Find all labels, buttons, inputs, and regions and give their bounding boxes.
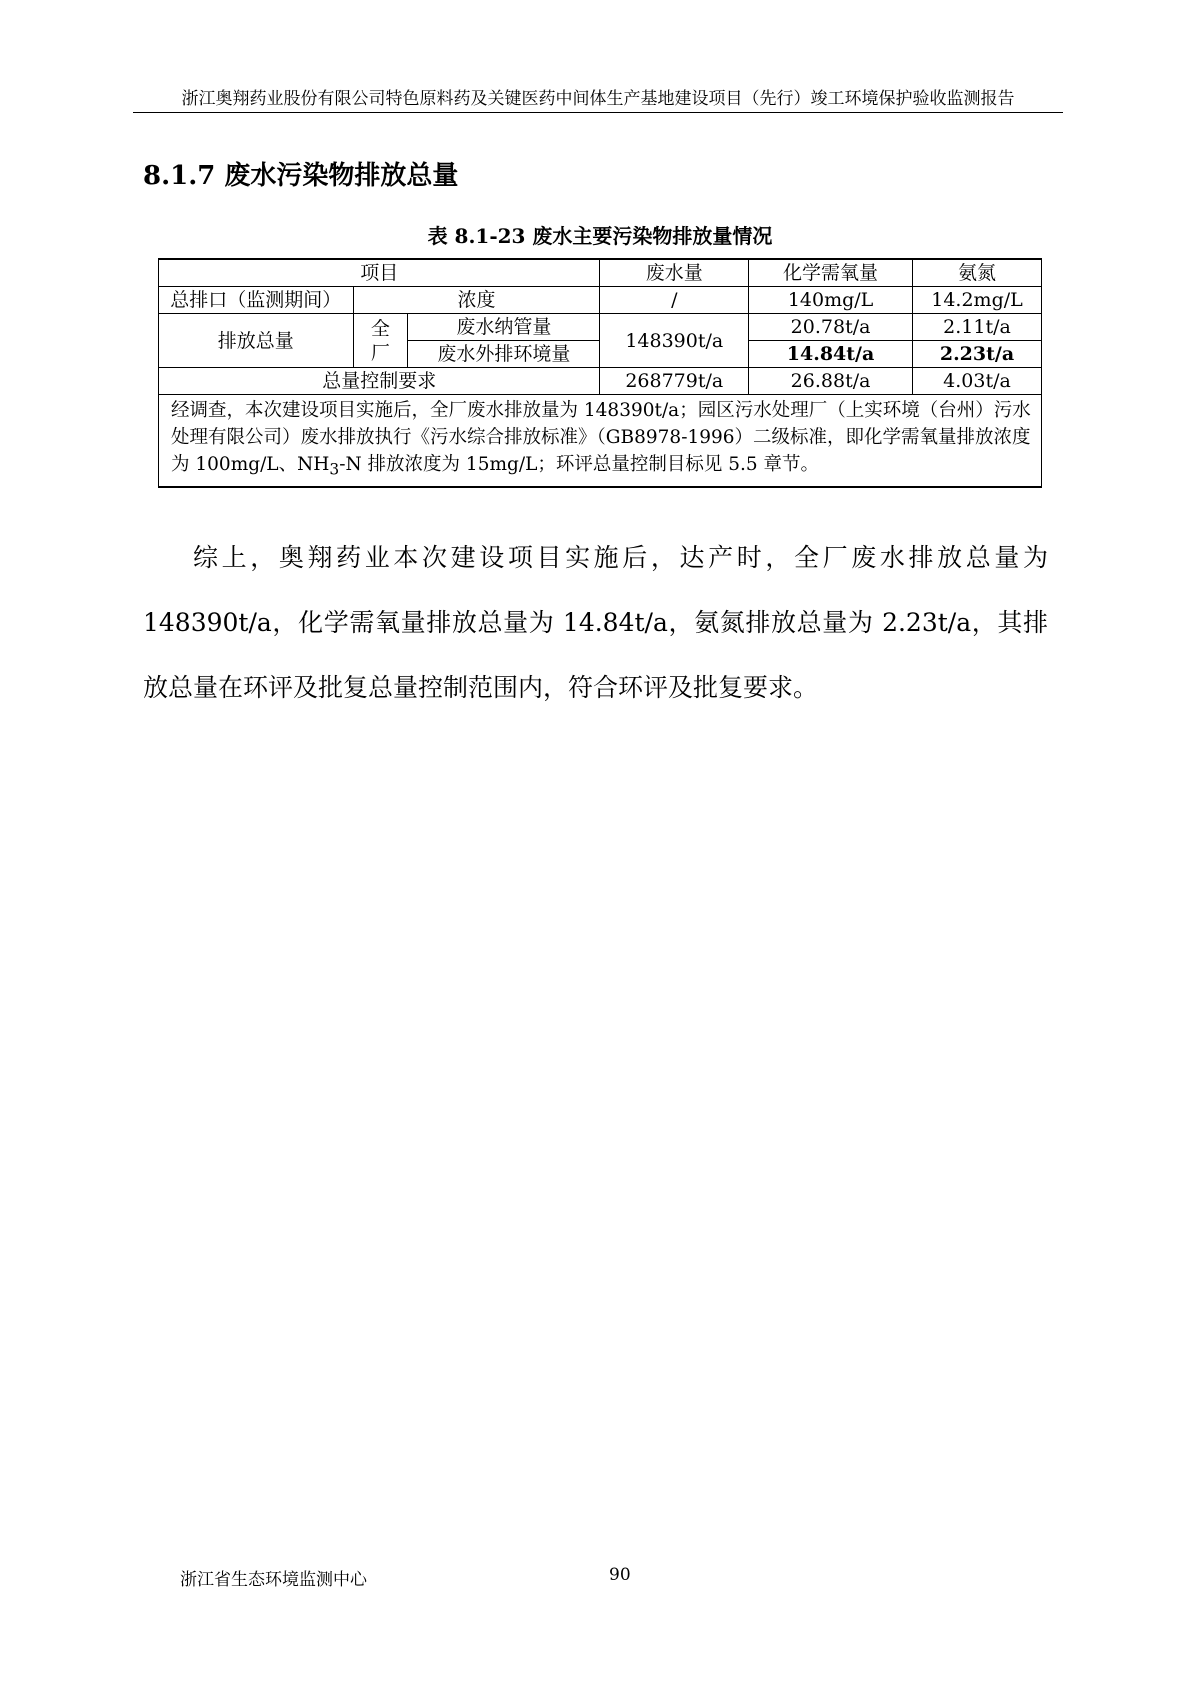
control-wastewater: 268779t/a: [600, 368, 749, 395]
report-header: 浙江奥翔药业股份有限公司特色原料药及关键医药中间体生产基地建设项目（先行）竣工环境保护验收监测报告: [181, 89, 1015, 109]
total-wastewater: 148390t/a: [600, 314, 749, 368]
total-label: 排放总量: [159, 314, 354, 368]
table-note-part2: -N 排放浓度为 15mg/L；环评总量控制目标见 5.5 章节。: [339, 454, 820, 475]
section-heading: 8.1.7 废水污染物排放总量: [143, 161, 459, 191]
total-ammonia-pipe: 2.11t/a: [913, 314, 1042, 341]
page-number: 90: [609, 1565, 631, 1585]
header-item: 项目: [159, 259, 600, 287]
header-wastewater: 废水量: [600, 259, 749, 287]
table-note-row: [159, 395, 1042, 487]
total-cod-env: 14.84t/a: [749, 341, 913, 368]
concentration-wastewater: /: [600, 287, 749, 314]
table-caption: 表 8.1-23 废水主要污染物排放量情况: [427, 224, 773, 248]
concentration-sublabel: 浓度: [353, 287, 600, 314]
table-row-total-pipe: [159, 314, 1042, 341]
table-header-row: [159, 259, 1042, 287]
total-scope-char-1: 全: [370, 317, 390, 340]
emission-table: [158, 258, 1042, 488]
control-ammonia: 4.03t/a: [913, 368, 1042, 395]
total-sub-pipe: 废水纳管量: [408, 314, 600, 341]
concentration-cod: 140mg/L: [749, 287, 913, 314]
footer-organization: 浙江省生态环境监测中心: [180, 1570, 367, 1590]
control-cod: 26.88t/a: [749, 368, 913, 395]
table-note-part1: 经调查，本次建设项目实施后，全厂废水排放量为 148390t/a；园区污水处理厂（上实环境（台州）污水处理有限公司）废水排放执行《污水综合排放标准》（GB8978-1996）二级标准，即化学需氧量排放浓度为 100mg/L、NH: [171, 400, 1031, 475]
concentration-ammonia: 14.2mg/L: [913, 287, 1042, 314]
summary-paragraph: 综上，奥翔药业本次建设项目实施后，达产时，全厂废水排放总量为 148390t/a，化学需氧量排放总量为 14.84t/a，氨氮排放总量为 2.23t/a，其排放总量在环评及批复总量控制范围内，符合环评及批复要求。: [143, 543, 1048, 702]
table-row-concentration: [159, 287, 1042, 314]
concentration-label: 总排口（监测期间）: [159, 287, 354, 314]
table-note-subscript: 3: [329, 460, 340, 479]
total-ammonia-env: 2.23t/a: [913, 341, 1042, 368]
header-ammonia: 氨氮: [913, 259, 1042, 287]
total-cod-pipe: 20.78t/a: [749, 314, 913, 341]
control-label: 总量控制要求: [159, 368, 600, 395]
total-scope: [353, 314, 408, 368]
header-cod: 化学需氧量: [749, 259, 913, 287]
table-note: [159, 395, 1042, 487]
total-scope-char-2: 厂: [370, 341, 390, 364]
table-row-control: [159, 368, 1042, 395]
header-rule: [133, 112, 1063, 113]
total-sub-env: 废水外排环境量: [408, 341, 600, 368]
